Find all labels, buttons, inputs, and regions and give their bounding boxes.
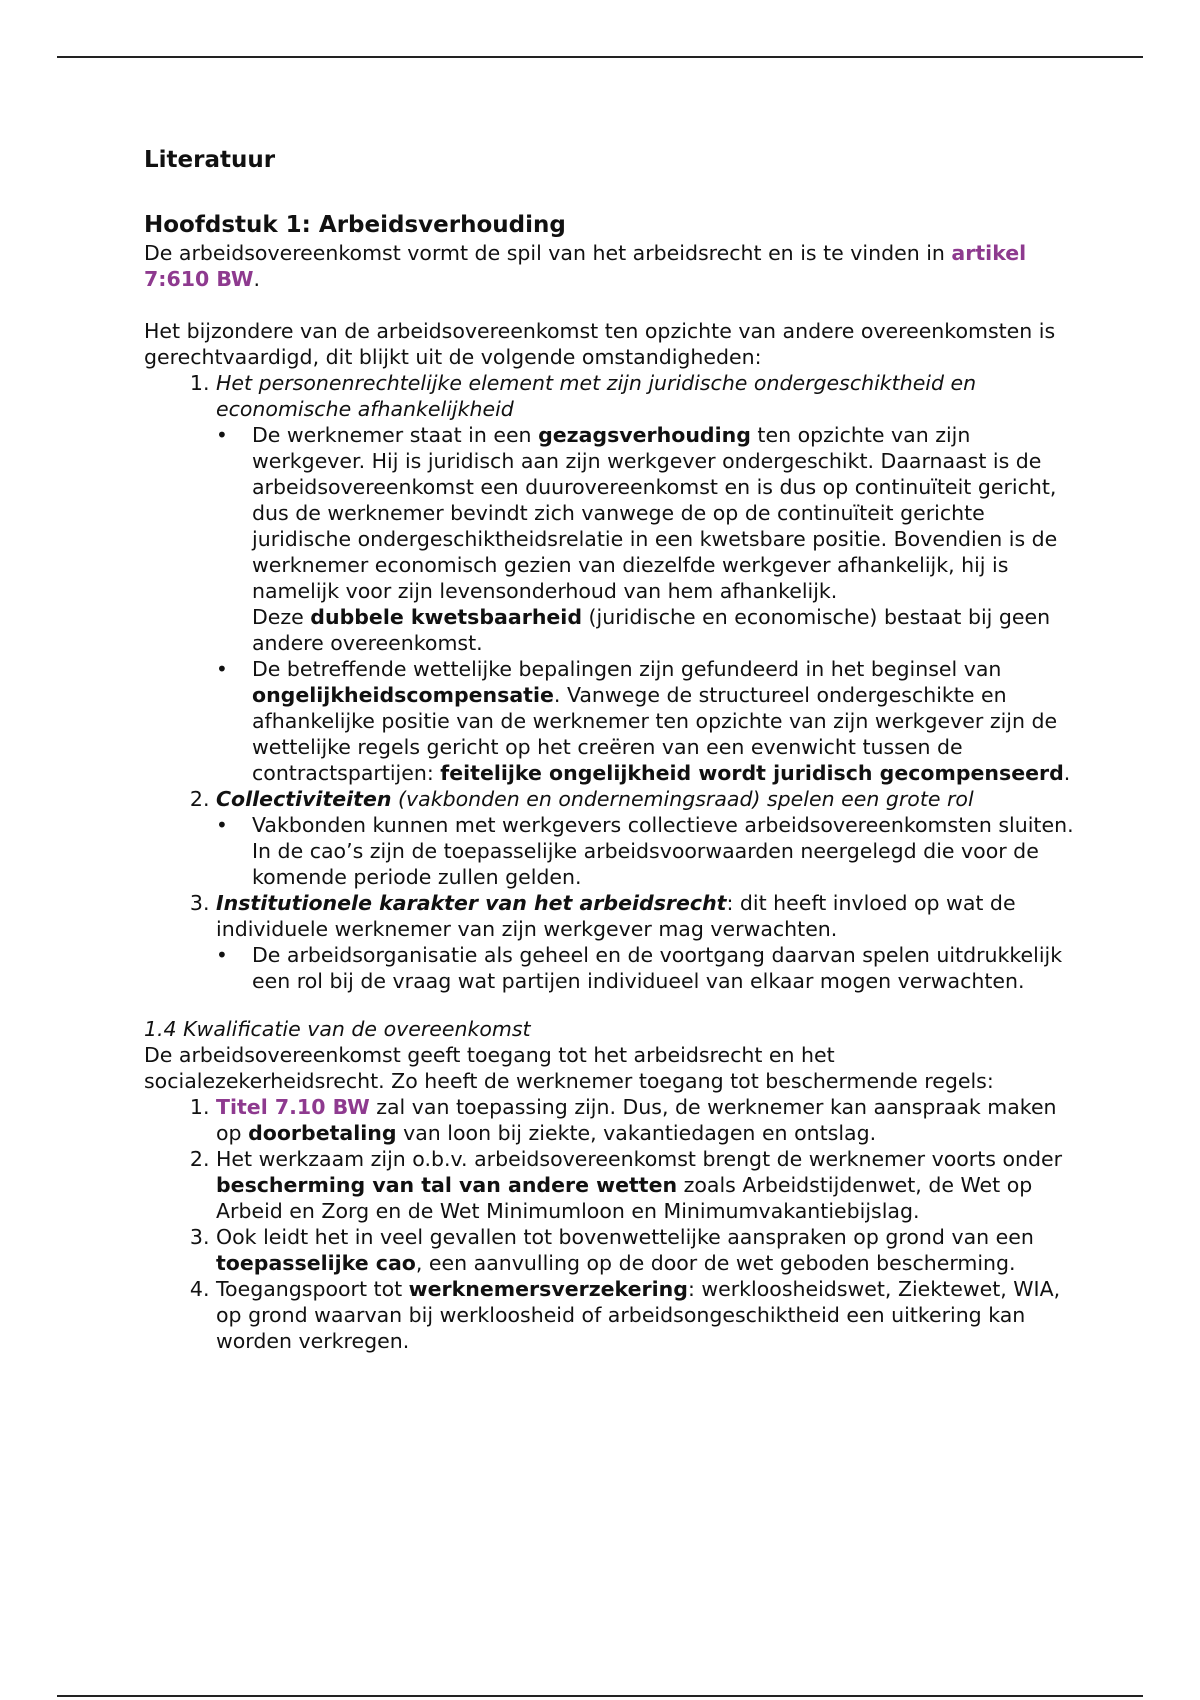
text: , een aanvulling op de door de wet geboden bescherming. <box>415 1251 1016 1275</box>
bold-term: feitelijke ongelijkheid wordt juridisch gecompenseerd <box>440 761 1064 785</box>
list-item <box>216 1146 1074 1224</box>
chapter-heading: Hoofdstuk 1: Arbeidsverhouding <box>144 212 566 238</box>
bold-term: Collectiviteiten <box>216 787 392 811</box>
text: : werkloosheidswet, Ziektewet, WIA, op grond waarvan bij werkloosheid of arbeidsongeschiktheid een uitkering kan worden verkregen. <box>216 1277 1061 1353</box>
bullet-item <box>252 656 1074 786</box>
bullet-item: • De arbeidsorganisatie als geheel en de voortgang daarvan spelen uitdrukkelijk een rol bij de vraag wat partijen individueel van elkaar mogen verwachten. <box>252 942 1074 994</box>
bold-term: werknemersverzekering <box>408 1277 688 1301</box>
bold-term: gezagsverhouding <box>538 423 751 447</box>
protection-list <box>144 1094 1074 1354</box>
list-item <box>216 370 1074 786</box>
bullet-list <box>216 422 1074 786</box>
text: Toegangspoort tot <box>216 1277 409 1301</box>
bullet-list <box>216 812 1074 890</box>
intro-text: De arbeidsovereenkomst vormt de spil van het arbeidsrecht en is te vinden in <box>144 241 952 265</box>
text: zoals Arbeidstijdenwet, de Wet op Arbeid en Zorg en de Wet Minimumloon en Minimumvakantiebijslag. <box>216 1173 1033 1223</box>
text: De betreffende wettelijke bepalingen zijn gefundeerd in het beginsel van <box>252 657 1002 681</box>
text: . Vanwege de structureel ondergeschikte en afhankelijke positie van de werknemer ten opzichte van zijn werkgever zijn de wettelijke regels gericht op het creëren van een evenwicht tussen de contractspartijen: <box>252 683 1058 785</box>
text: . <box>1063 761 1071 785</box>
section-intro: De arbeidsovereenkomst geeft toegang tot het arbeidsrecht en het socialezekerheidsrecht. Zo heeft de werknemer toegang tot beschermende regels: <box>144 1043 994 1093</box>
text: ten opzichte van zijn werkgever. Hij is juridisch aan zijn werkgever ondergeschikt. Daarnaast is de arbeidsovereenkomst een duurovereenkomst en is dus op continuïteit gericht, dus de werknemer bevindt zich vanwege de op de continuïteit gerichte juridische ondergeschiktheidsrelatie in een kwetsbare positie. Bovendien is de werknemer economisch gezien van diezelfde werkgever afhankelijk, hij is namelijk voor zijn levensonderhoud van hem afhankelijk. <box>252 423 1058 603</box>
link-titel-7-10[interactable]: Titel 7.10 BW <box>216 1095 370 1119</box>
text: van loon bij ziekte, vakantiedagen en ontslag. <box>396 1121 877 1145</box>
bold-term: Institutionele karakter van het arbeidsrecht <box>216 891 727 915</box>
section-heading: 1.4 Kwalificatie van de overeenkomst <box>144 1017 531 1041</box>
list-item <box>216 890 1074 994</box>
text: Ook leidt het in veel gevallen tot bovenwettelijke aanspraken op grond van een <box>216 1225 1034 1249</box>
text: Het werkzaam zijn o.b.v. arbeidsovereenkomst brengt de werknemer voorts onder <box>216 1147 1063 1171</box>
page-title: Literatuur <box>144 147 276 173</box>
text: : dit heeft invloed op wat de individuele werknemer van zijn werkgever mag verwachten. <box>216 891 1016 941</box>
bold-term: dubbele kwetsbaarheid <box>310 605 583 629</box>
intro-end: . <box>253 267 261 291</box>
bullet-item <box>252 422 1074 656</box>
circumstances-list <box>144 370 1074 994</box>
list-item <box>216 1224 1074 1276</box>
bold-term: ongelijkheidscompensatie <box>252 683 554 707</box>
bullet-list <box>216 942 1074 994</box>
bottom-rule <box>57 1695 1143 1697</box>
list-item <box>216 1094 1074 1146</box>
link-artikel-7-610[interactable]: artikel 7:610 BW <box>144 241 1027 291</box>
text: (vakbonden en ondernemingsraad) spelen een grote rol <box>391 787 974 811</box>
intro-paragraph <box>144 240 1074 292</box>
document-body <box>144 140 1074 1354</box>
text: De werknemer staat in een <box>252 423 539 447</box>
list-item <box>216 786 1074 890</box>
bold-term: toepasselijke cao <box>216 1251 416 1275</box>
list-item <box>216 1276 1074 1354</box>
paragraph-bijzondere: Het bijzondere van de arbeidsovereenkomst ten opzichte van andere overeenkomsten is gerechtvaardigd, dit blijkt uit de volgende omstandigheden: <box>144 319 1056 369</box>
text: (juridische en economische) bestaat bij geen andere overeenkomst. <box>252 605 1051 655</box>
text: Deze <box>252 605 311 629</box>
bold-term: bescherming van tal van andere wetten <box>216 1173 678 1197</box>
text: zal van toepassing zijn. Dus, de werknemer kan aanspraak maken op <box>216 1095 1057 1145</box>
bullet-item: • Vakbonden kunnen met werkgevers collectieve arbeidsovereenkomsten sluiten. In de cao’s zijn de toepasselijke arbeidsvoorwaarden neergelegd die voor de komende periode zullen gelden. <box>252 812 1074 890</box>
bold-term: doorbetaling <box>248 1121 397 1145</box>
top-rule <box>57 56 1143 58</box>
item-heading: Het personenrechtelijke element met zijn juridische ondergeschiktheid en economische afhankelijkheid <box>216 371 977 421</box>
